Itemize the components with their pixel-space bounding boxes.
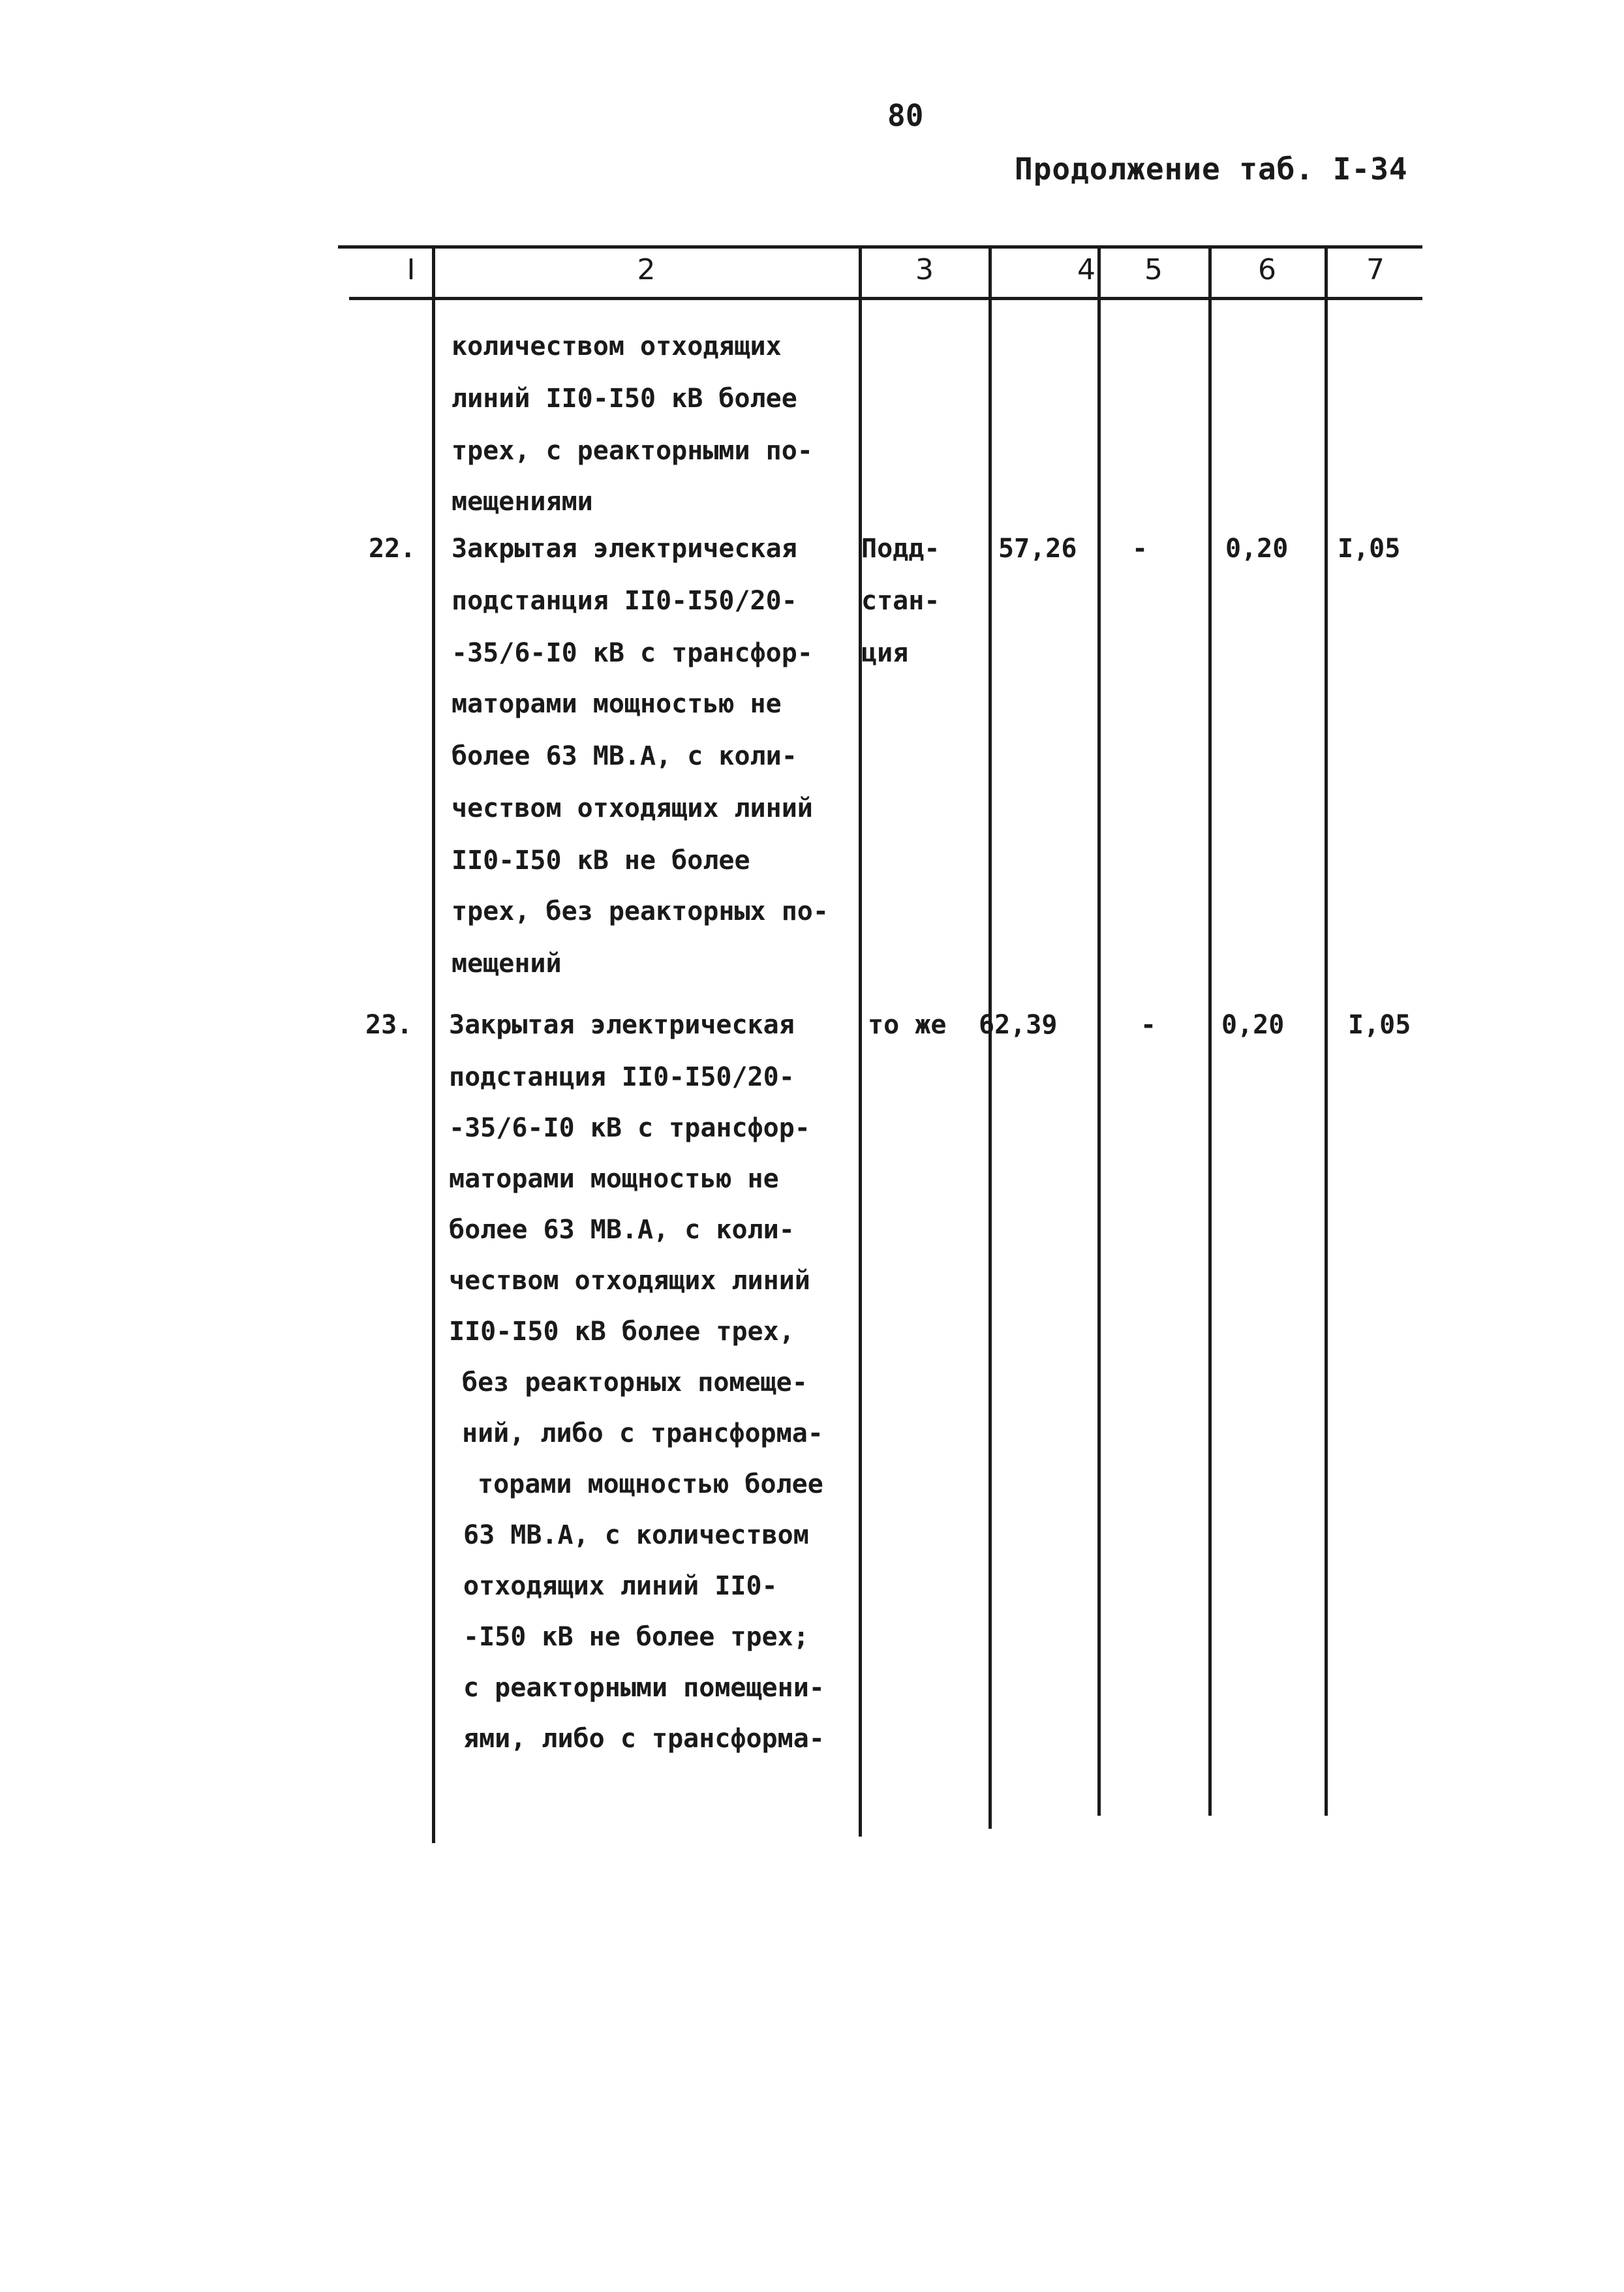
- text-line: мещениями: [452, 487, 593, 517]
- table-top-rule: [338, 245, 1422, 249]
- text-line: подстанция II0-I50/20-: [449, 1062, 795, 1092]
- row-23-col7: I,05: [1348, 1010, 1411, 1040]
- text-line: без реакторных помеще-: [462, 1368, 808, 1398]
- row-23-unit: то же: [868, 1010, 947, 1040]
- text-line: -35/6-I0 кВ с трансфор-: [449, 1113, 810, 1143]
- text-line: ями, либо с трансформа-: [463, 1724, 825, 1754]
- text-line: подстанция II0-I50/20-: [452, 586, 797, 616]
- text-line: Закрытая электрическая: [449, 1010, 795, 1040]
- text-line: -I50 кВ не более трех;: [463, 1622, 809, 1652]
- text-line: торами мощностью более: [478, 1469, 823, 1499]
- row-23-col5: -: [1141, 1010, 1157, 1040]
- text-line: 63 МВ.А, с количеством: [463, 1520, 809, 1550]
- row-22-col5: -: [1132, 534, 1148, 564]
- text-line: ция: [861, 638, 909, 668]
- text-line: Закрытая электрическая: [452, 534, 797, 564]
- header-col-5: 5: [1144, 253, 1163, 286]
- text-line: -35/6-I0 кВ с трансфор-: [452, 638, 813, 668]
- text-line: мещений: [452, 949, 562, 979]
- header-col-4: 4: [1077, 253, 1095, 286]
- row-22-col6: 0,20: [1225, 534, 1289, 564]
- text-line: II0-I50 кВ не более: [452, 846, 750, 876]
- header-col-6: 6: [1258, 253, 1276, 286]
- header-col-3: 3: [915, 253, 934, 286]
- col-divider-4: [1097, 247, 1101, 1816]
- text-line: стан-: [861, 586, 940, 616]
- text-line: линий II0-I50 кВ более: [452, 384, 797, 414]
- text-line: с реакторными помещени-: [463, 1673, 825, 1703]
- text-line: чеством отходящих линий: [452, 793, 813, 823]
- row-22-col7: I,05: [1338, 534, 1401, 564]
- col-divider-6: [1325, 247, 1328, 1816]
- header-col-2: 2: [637, 253, 656, 286]
- text-line: Подд-: [861, 534, 940, 564]
- text-line: маторами мощностью не: [452, 689, 782, 719]
- row-23-col6: 0,20: [1221, 1010, 1285, 1040]
- table-caption: Продолжение таб. I-34: [1015, 151, 1408, 187]
- col-divider-5: [1208, 247, 1212, 1816]
- row-22-col4: 57,26: [998, 534, 1077, 564]
- table-header-rule: [349, 297, 1422, 300]
- text-line: трех, без реакторных по-: [452, 896, 829, 926]
- text-line: трех, с реакторными по-: [452, 436, 813, 466]
- col-divider-1: [432, 247, 435, 1843]
- row-23-number: 23.: [365, 1010, 413, 1040]
- row-23-col4: 62,39: [979, 1010, 1058, 1040]
- text-line: ний, либо с трансформа-: [462, 1418, 823, 1448]
- col-divider-2: [859, 247, 862, 1837]
- header-col-7: 7: [1366, 253, 1385, 286]
- text-line: более 63 МВ.А, с коли-: [449, 1215, 795, 1245]
- text-line: количеством отходящих: [452, 331, 782, 361]
- text-line: маторами мощностью не: [449, 1164, 779, 1194]
- text-line: II0-I50 кВ более трех,: [449, 1317, 795, 1347]
- text-line: чеством отходящих линий: [449, 1266, 810, 1296]
- text-line: более 63 МВ.А, с коли-: [452, 741, 797, 771]
- header-col-1: I: [406, 253, 416, 286]
- page-number: 80: [887, 98, 924, 133]
- row-22-number: 22.: [369, 534, 416, 564]
- text-line: отходящих линий II0-: [463, 1571, 778, 1601]
